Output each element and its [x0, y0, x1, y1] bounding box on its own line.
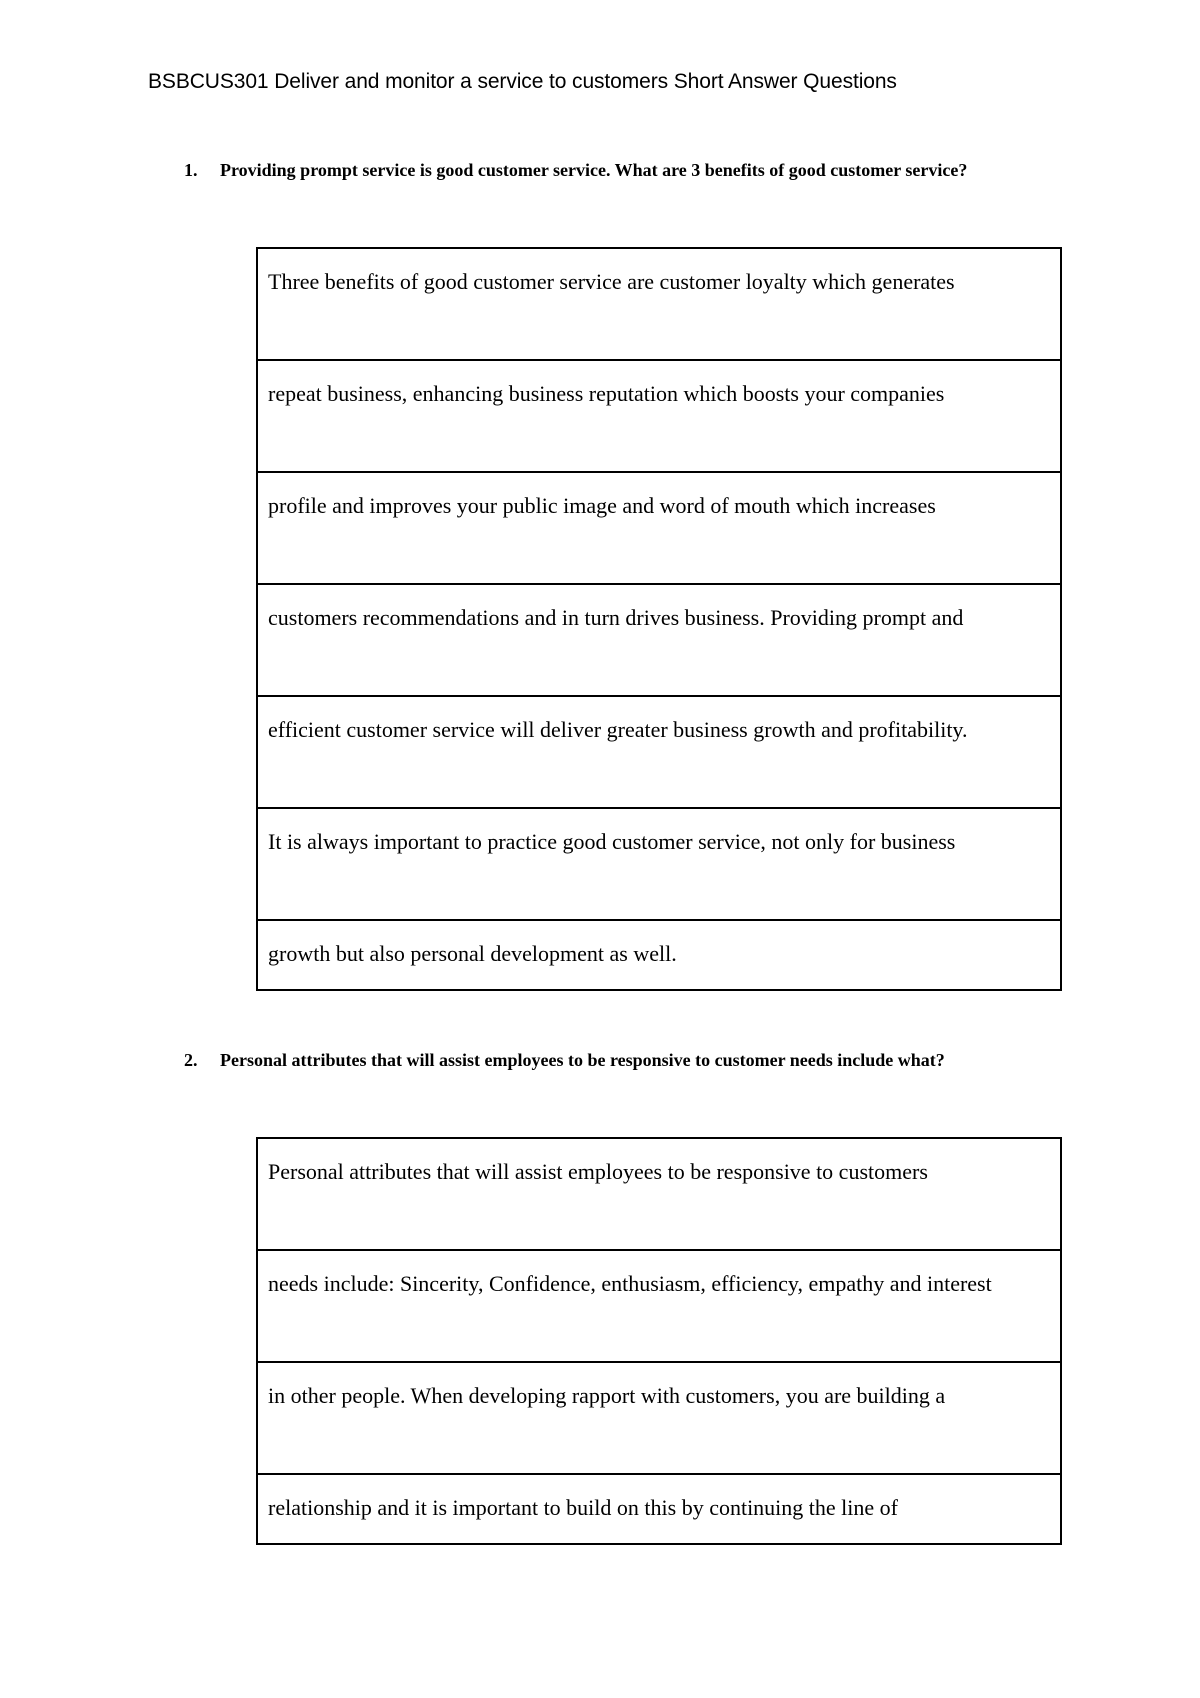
- answer-cell: efficient customer service will deliver greater business growth and profitability.: [257, 696, 1061, 808]
- answer-table-2: [256, 1137, 1062, 1545]
- table-row: [257, 1474, 1061, 1544]
- answer-cell: customers recommendations and in turn drives business. Providing prompt and: [257, 584, 1061, 696]
- table-row: [257, 584, 1061, 696]
- answer-cell: growth but also personal development as well.: [257, 920, 1061, 990]
- table-row: [257, 920, 1061, 990]
- question-text: Providing prompt service is good customer service. What are 3 benefits of good customer service?: [220, 160, 968, 180]
- question-2: [184, 1040, 1024, 1080]
- table-row: [257, 1138, 1061, 1250]
- table-row: [257, 696, 1061, 808]
- answer-cell: repeat business, enhancing business reputation which boosts your companies: [257, 360, 1061, 472]
- answer-table-1: [256, 247, 1062, 991]
- table-row: [257, 1250, 1061, 1362]
- answer-cell: Three benefits of good customer service are customer loyalty which generates: [257, 248, 1061, 360]
- question-number: 1.: [184, 160, 198, 180]
- answer-cell: It is always important to practice good customer service, not only for business: [257, 808, 1061, 920]
- table-row: [257, 1362, 1061, 1474]
- table-row: [257, 248, 1061, 360]
- question-number: 2.: [184, 1050, 198, 1070]
- answer-cell: needs include: Sincerity, Confidence, enthusiasm, efficiency, empathy and interest: [257, 1250, 1061, 1362]
- answer-cell: Personal attributes that will assist employees to be responsive to customers: [257, 1138, 1061, 1250]
- answer-cell: profile and improves your public image and word of mouth which increases: [257, 472, 1061, 584]
- table-row: [257, 360, 1061, 472]
- question-text: Personal attributes that will assist employees to be responsive to customer needs include what?: [220, 1050, 945, 1070]
- question-1: [184, 150, 1024, 190]
- document-title: BSBCUS301 Deliver and monitor a service to customers Short Answer Questions: [148, 70, 897, 93]
- answer-cell: in other people. When developing rapport with customers, you are building a: [257, 1362, 1061, 1474]
- table-row: [257, 472, 1061, 584]
- answer-cell: relationship and it is important to build on this by continuing the line of: [257, 1474, 1061, 1544]
- table-row: [257, 808, 1061, 920]
